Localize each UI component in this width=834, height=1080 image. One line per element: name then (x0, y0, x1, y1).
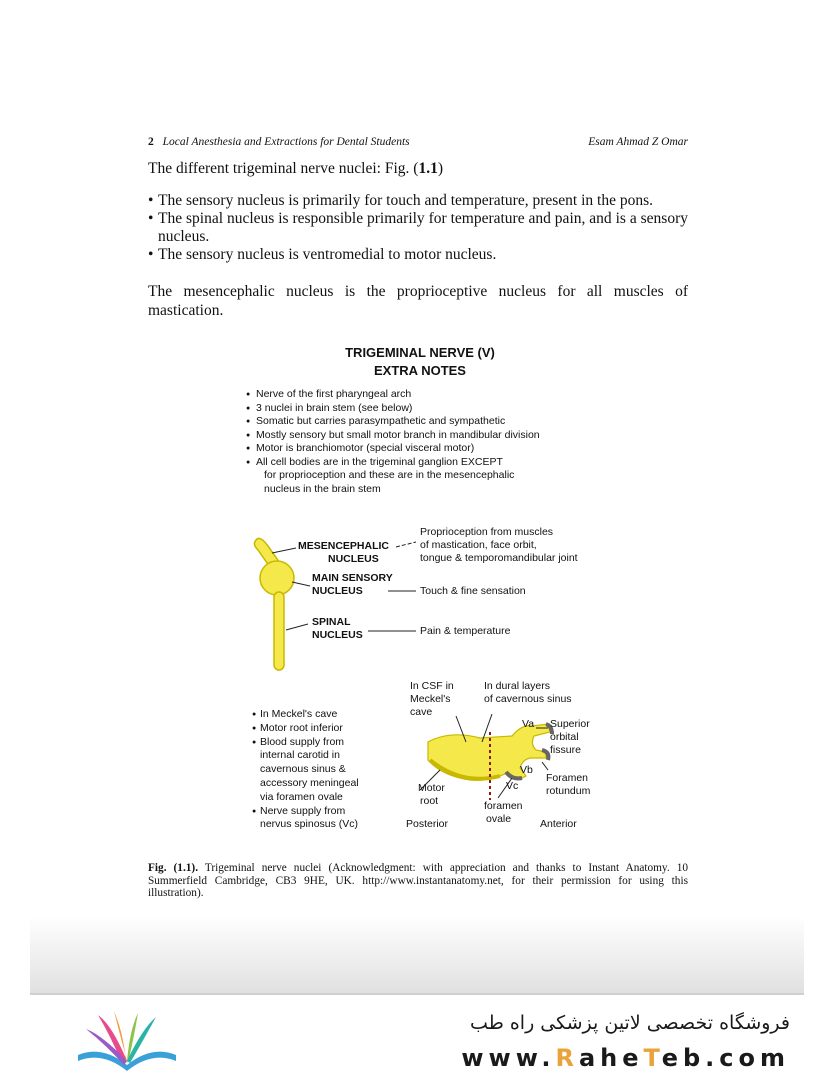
url-part: R (555, 1044, 579, 1072)
label-line: In dural layers (484, 680, 550, 692)
anterior-label: Anterior (540, 818, 577, 830)
label-line: NUCLEUS (312, 585, 363, 597)
store-name: فروشگاه تخصصی لاتین پزشکی راه طب (470, 1012, 790, 1034)
label-line: fissure (550, 744, 581, 756)
list-item: ● Mostly sensory but small motor branch in mandibular division (246, 429, 540, 443)
footer-shade (30, 916, 804, 994)
footer-divider (30, 993, 804, 995)
label-line: orbital (550, 731, 579, 743)
url-part: eb (661, 1044, 706, 1072)
label-line: ovale (486, 813, 512, 825)
author-name: Esam Ahmad Z Omar (588, 136, 688, 148)
label-line: root (420, 795, 439, 807)
list-item: • The sensory nucleus is ventromedial to motor nucleus. (148, 246, 688, 264)
url-part: www. (461, 1044, 556, 1072)
posterior-label: Posterior (406, 818, 449, 830)
url-part: ahe (578, 1044, 644, 1072)
list-item: • The sensory nucleus is primarily for touch and temperature, present in the pons. (148, 192, 688, 210)
caption-text: Trigeminal nerve nuclei (Acknowledgment: with appreciation and thanks to Instant Anatomy. 10 Summerfield Cambridge, CB3 9HE, UK. http://www.instantanatomy.net, for their permission for using this illustration). (148, 862, 688, 899)
note-continuation: nucleus in the brain stem (264, 482, 381, 495)
list-item: • The spinal nucleus is responsible primarily for temperature and pain, and is a sensory nucleus. (148, 210, 688, 246)
book-logo-icon (72, 1005, 182, 1075)
figure-reference: 1.1 (418, 160, 438, 177)
label-line: In CSF in (410, 680, 454, 692)
label-line: MESENCEPHALIC (298, 540, 390, 552)
vb-label: Vb (520, 764, 533, 776)
label-line: NUCLEUS (312, 629, 363, 641)
note-continuation: via foramen ovale (260, 790, 343, 803)
page-number: 2 (148, 136, 154, 148)
list-item: ● Blood supply from (252, 736, 359, 750)
label-line: Superior (550, 718, 590, 730)
touch-label: Touch & fine sensation (420, 585, 526, 597)
store-url[interactable] (410, 1044, 790, 1072)
label-line: SPINAL (312, 616, 351, 628)
note-continuation: cavernous sinus & (260, 763, 346, 776)
label-line: Meckel's (410, 693, 451, 705)
spinal-nucleus-shape (274, 592, 284, 670)
figure-title-line: TRIGEMINAL NERVE (V) (345, 345, 495, 360)
main-sensory-nucleus-shape (260, 561, 294, 595)
figure-caption (148, 862, 688, 900)
va-label: Va (522, 718, 535, 730)
proprioception-label (420, 526, 578, 565)
list-item: ● Somatic but carries parasympathetic and sympathetic (246, 415, 540, 429)
running-header (148, 136, 688, 148)
url-part: T (643, 1044, 662, 1072)
label-line: Motor (418, 782, 445, 794)
note-continuation: for proprioception and these are in the mesencephalic (264, 469, 515, 481)
list-item: ● Nerve of the first pharyngeal arch (246, 388, 540, 402)
intro-line (148, 160, 443, 178)
note-continuation: accessory meningeal (260, 776, 359, 789)
foramen-ovale-label (484, 800, 523, 826)
note-continuation: nervus spinosus (Vc) (260, 818, 359, 831)
mesencephalic-label (298, 540, 389, 566)
pain-label: Pain & temperature (420, 625, 511, 637)
list-item: ● Motor is branchiomotor (special visceral motor) (246, 442, 540, 456)
trigeminal-figure (230, 340, 650, 860)
caption-figure-number: Fig. (1.1). (148, 862, 199, 874)
label-line: Foramen (546, 772, 589, 784)
label-line: foramen (484, 800, 523, 812)
superior-orbital-fissure-label (550, 718, 590, 757)
label-line: MAIN SENSORY (312, 572, 393, 584)
motor-root-label (418, 782, 445, 808)
list-item: ● 3 nuclei in brain stem (see below) (246, 402, 540, 416)
dural-label (484, 680, 572, 706)
csf-label (410, 680, 454, 719)
url-part: .com (705, 1044, 790, 1072)
nuclei-bullet-list (148, 192, 688, 264)
list-item: ● Motor root inferior (252, 722, 359, 736)
intro-close: ) (437, 160, 443, 177)
label-line: Proprioception from muscles (420, 526, 554, 538)
list-item: ● All cell bodies are in the trigeminal ganglion EXCEPT (246, 456, 540, 470)
figure-title-line: EXTRA NOTES (374, 363, 466, 378)
label-line: rotundum (546, 785, 591, 797)
note-continuation: internal carotid in (260, 749, 340, 762)
mesencephalic-paragraph: The mesencephalic nucleus is the proprioceptive nucleus for all muscles of mastication. (148, 283, 688, 319)
list-item: ● Nerve supply from (252, 805, 359, 819)
list-item: ● In Meckel's cave (252, 708, 359, 722)
intro-text: The different trigeminal nerve nuclei: Fig. ( (148, 160, 419, 177)
label-line: NUCLEUS (328, 553, 379, 565)
foramen-rotundum-label (546, 772, 590, 798)
label-line: tongue & temporomandibular joint (420, 552, 578, 564)
label-line: cave (410, 706, 433, 718)
book-title: Local Anesthesia and Extractions for Dental Students (162, 136, 410, 148)
label-line: of mastication, face orbit, (420, 539, 537, 551)
ganglion-notes-list (252, 708, 359, 832)
main-sensory-label (312, 572, 393, 598)
label-line: of cavernous sinus (484, 693, 572, 705)
vc-label: Vc (506, 780, 519, 792)
spinal-label (312, 616, 363, 642)
